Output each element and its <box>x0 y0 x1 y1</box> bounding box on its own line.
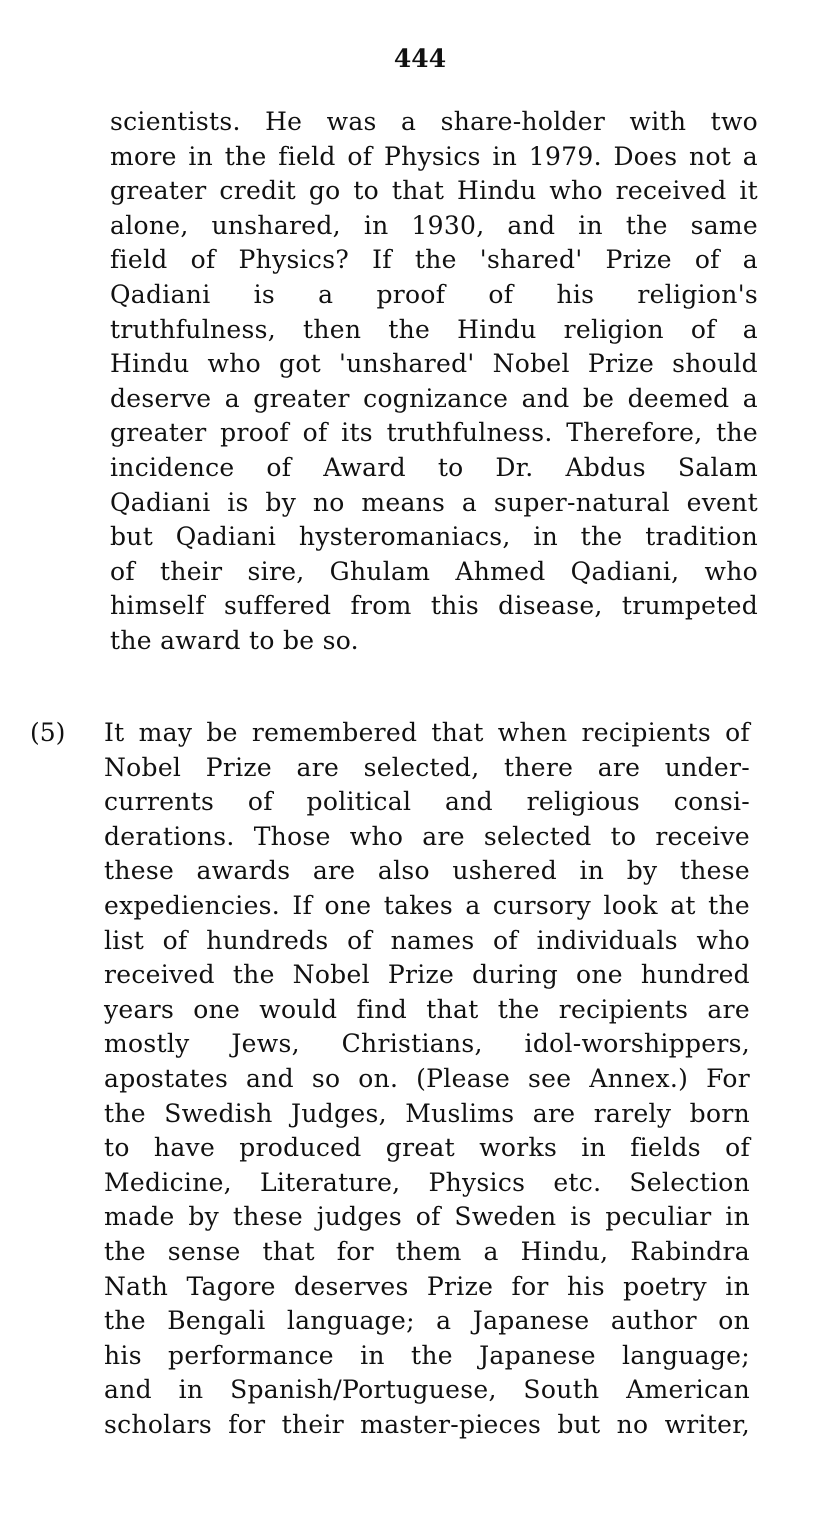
text-line: more in the field of Physics in 1979. Does not a <box>110 141 758 171</box>
page-number: 444 <box>393 44 447 73</box>
text-line: the sense that for them a Hindu, Rabindra <box>104 1236 750 1266</box>
text-line: the award to be so. <box>110 625 359 655</box>
text-line: years one would find that the recipients are <box>104 994 750 1024</box>
text-line: scientists. He was a share-holder with two <box>110 107 758 136</box>
text-line: It may be remembered that when recipients of <box>104 718 750 747</box>
text-line: made by these judges of Sweden is peculiar in <box>104 1202 750 1232</box>
paragraph-continuation <box>110 105 758 659</box>
text-line: but Qadiani hysteromaniacs, in the tradition <box>110 522 758 552</box>
text-line: scholars for their master-pieces but no writer, <box>104 1409 750 1439</box>
text-line: Medicine, Literature, Physics etc. Selection <box>104 1167 750 1197</box>
paragraph-number: (5) <box>30 718 66 747</box>
text-line: alone, unshared, in 1930, and in the same <box>110 210 758 240</box>
text-line: and in Spanish/Portuguese, South American <box>104 1375 750 1405</box>
text-line: to have produced great works in fields of <box>104 1133 750 1163</box>
text-line: Nath Tagore deserves Prize for his poetry in <box>104 1271 750 1301</box>
text-line: received the Nobel Prize during one hundred <box>104 960 750 990</box>
text-line: his performance in the Japanese language; <box>104 1340 750 1370</box>
text-line: the Swedish Judges, Muslims are rarely born <box>104 1098 750 1128</box>
text-line: incidence of Award to Dr. Abdus Salam <box>110 452 758 482</box>
text-line: these awards are also ushered in by these <box>104 856 750 886</box>
text-line: greater credit go to that Hindu who received it <box>110 176 758 206</box>
text-line: derations. Those who are selected to receive <box>104 821 750 851</box>
text-line: expediencies. If one takes a cursory look at the <box>104 890 750 920</box>
text-line: Hindu who got 'unshared' Nobel Prize should <box>110 349 758 379</box>
paragraph-5 <box>104 716 750 1442</box>
text-line: of their sire, Ghulam Ahmed Qadiani, who <box>110 556 758 586</box>
text-line: Qadiani is a proof of his religion's <box>110 279 758 309</box>
text-line: list of hundreds of names of individuals who <box>104 925 750 955</box>
text-line: Qadiani is by no means a super-natural event <box>110 487 758 517</box>
text-line: deserve a greater cognizance and be deemed a <box>110 383 758 413</box>
text-line: Nobel Prize are selected, there are under- <box>104 752 750 782</box>
text-line: himself suffered from this disease, trumpeted <box>110 591 758 621</box>
text-line: the Bengali language; a Japanese author on <box>104 1306 750 1336</box>
text-line: greater proof of its truthfulness. Therefore, the <box>110 418 758 448</box>
text-line: mostly Jews, Christians, idol-worshippers, <box>104 1029 750 1059</box>
text-line: apostates and so on. (Please see Annex.) For <box>104 1063 750 1093</box>
text-line: truthfulness, then the Hindu religion of a <box>110 314 758 344</box>
text-line: field of Physics? If the 'shared' Prize of a <box>110 245 758 275</box>
text-line: currents of political and religious consi- <box>104 787 750 817</box>
